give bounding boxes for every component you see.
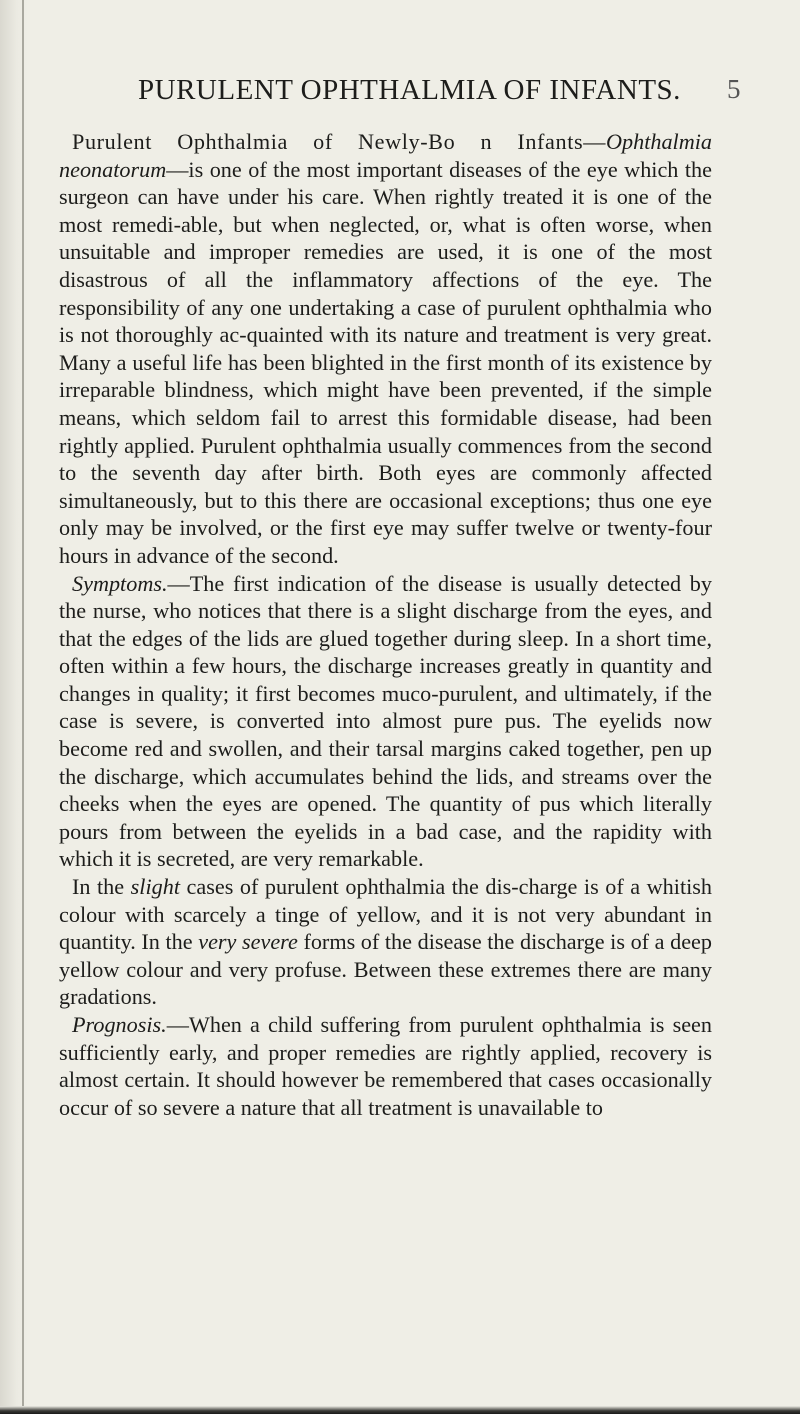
body-text [59,128,712,1121]
subheading-symptoms: Symptoms. [72,570,168,596]
paragraph-text: —When a child suffering from purulent ophthalmia is seen sufficiently early, and proper remedies are rightly applied, recovery is almost certain. It should however be remembered that cases occasionally occur of so severe a nature that all treatment is unavailable to [59,1012,712,1120]
page-bottom-edge [0,1406,800,1414]
italic-term: very severe [198,929,298,955]
italic-term: slight [130,874,180,900]
gutter-line [22,0,24,1414]
paragraph-symptoms [59,570,712,874]
paragraph-text: —is one of the most important diseases of the eye which the surgeon can have under his care. When rightly treated it is one of the most remedi-able, but when neglected, or, what is often worse, when unsuitable and improper remedies are used, it is one of the most disastrous of all the inflammatory affections of the eye. The responsibility of any one undertaking a case of purulent ophthalmia who is not thoroughly ac-quainted with its nature and treatment is very great. Many a useful life has been blighted in the first month of its existence by irreparable blindness, which might have been prevented, if the simple means, which seldom fail to arrest this formidable disease, had been rightly applied. Purulent ophthalmia usually commences from the second to the seventh day after birth. Both eyes are commonly affected simultaneously, but to this there are occasional exceptions; thus one eye only may be involved, or the first eye may suffer twelve or twenty-four hours in advance of the second. [59,156,712,568]
subheading-prognosis: Prognosis. [72,1012,167,1037]
paragraph-discharge [59,873,712,1011]
paragraph-text: forms of the disease the discharge is of a deep yellow colour and very profuse. Between these extremes there are many gradations. [59,929,713,1010]
paragraph-text: —The first indication of the disease is usually detected by the nurse, who notices that there is a slight discharge from the eyes, and that the edges of the lids are glued together during sleep. In a short time, often within a few hours, the discharge increases greatly in quantity and changes in quality; it first becomes muco-purulent, and ultimately, if the case is severe, is converted into almost pure pus. The eyelids now become red and swollen, and their tarsal margins caked together, pen up the discharge, which accumulates behind the lids, and streams over the cheeks when the eyes are opened. The quantity of pus which literally pours from between the eyelids in a bad case, and the rapidity with which it is secreted, are very remarkable. [59,570,712,872]
page-number: 5 [727,74,741,104]
paragraph-text: In the [72,874,131,900]
paragraph-intro [59,128,712,570]
paragraph-text: cases of purulent ophthalmia the dis-charge is of a whitish colour with scarcely a tinge of yellow, and it is not very abundant in quantity. In the [59,874,712,955]
italic-term: Ophthalmia neonatorum [59,129,712,182]
paragraph-prognosis [59,1011,712,1121]
section-heading: Purulent Ophthalmia of Newly-Bo n Infants— [72,129,606,154]
running-head: PURULENT OPHTHALMIA OF INFANTS. [138,74,681,106]
